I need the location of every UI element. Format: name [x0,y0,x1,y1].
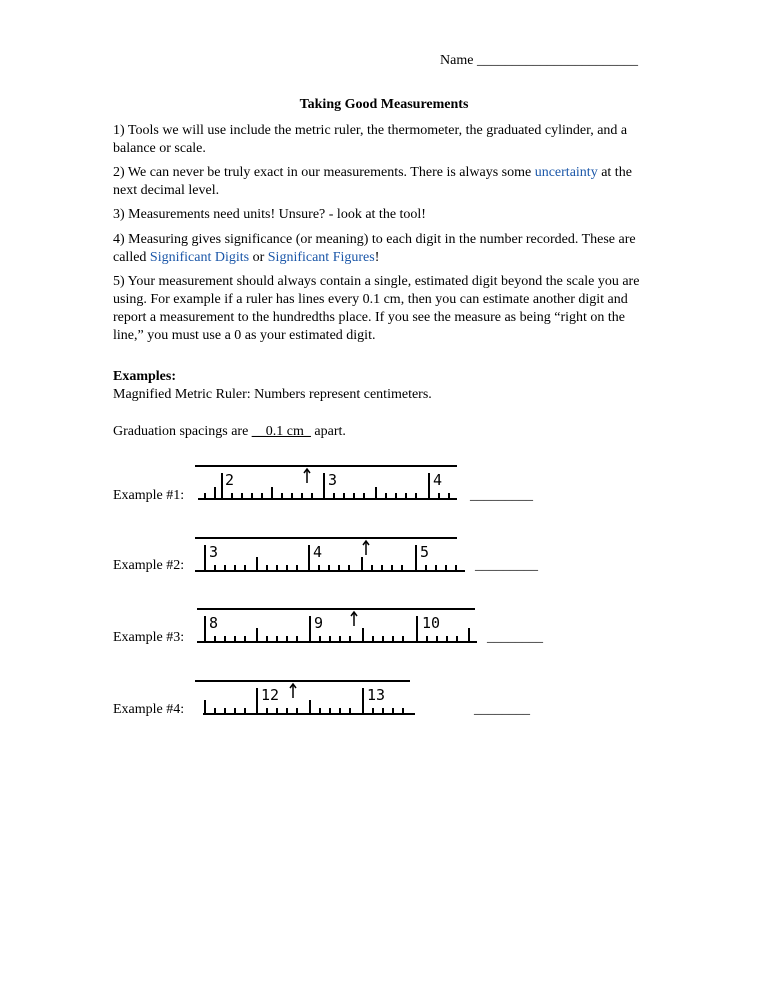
item-2-text: 2) We can never be truly exact in our measurements. There is always some [113,165,535,180]
item-4-or: or [249,250,268,265]
item-4 [113,231,658,267]
spacing-value: __0.1 cm_ [251,424,311,439]
example-1-label: Example #1: [113,488,185,503]
ruler-3-number-a: 8 [209,614,219,632]
item-1: 1) Tools we will use include the metric ruler, the thermometer, the graduated cylinder, and a balance or scale. [113,123,628,156]
name-blank: _______________________ [476,53,638,68]
example-3-label: Example #3: [113,630,185,645]
ruler-3-arrow-icon [351,612,357,626]
ruler-2-ticks [205,545,456,571]
ruler-4-number-a: 12 [261,686,280,704]
example-4-label: Example #4: [113,702,185,717]
ruler-example-1 [195,463,465,503]
item-2-text-end: at the next decimal level. [113,165,632,198]
ruler-1-number-c: 4 [433,471,443,489]
example-4-answer-blank: ________ [474,702,530,717]
ruler-2-number-b: 4 [313,543,323,561]
ruler-example-4 [195,678,420,718]
significant-digits-link[interactable]: Significant Digits [149,250,250,265]
graduation-spacing [113,424,346,440]
item-3: 3) Measurements need units! Unsure? - look at the tool! [113,207,426,222]
examples-heading: Examples: [113,369,176,384]
uncertainty-link[interactable]: uncertainty [534,165,598,180]
ruler-1-number-a: 2 [225,471,235,489]
ruler-3-number-c: 10 [422,614,441,632]
ruler-example-3 [197,606,482,646]
significant-figures-link[interactable]: Significant Figures [267,250,375,265]
item-5: 5) Your measurement should always contain a single, estimated digit beyond the scale you are using. For example if a ruler has lines every 0.1 cm, then you can estimate another digit and report a measurement to the hundredths place. If you see the measure as being “right on the line,” you must use a 0 as your estimated digit. [113,274,640,343]
ruler-1-svg [195,463,465,503]
ruler-4-svg [195,678,420,718]
item-2 [113,164,658,200]
ruler-4-arrow-icon [290,684,296,698]
ruler-2-arrow-icon [363,541,369,555]
spacing-text: Graduation spacings are [113,424,252,439]
example-2-label: Example #2: [113,558,185,573]
ruler-1-arrow-icon [304,469,310,483]
ruler-4-number-b: 13 [367,686,386,704]
examples-subtitle: Magnified Metric Ruler: Numbers represent centimeters. [113,387,432,402]
ruler-3-number-b: 9 [314,614,324,632]
item-4-text: 4) Measuring gives significance (or meaning) to each digit in the number recorded. These are called [113,232,636,265]
item-4-end: ! [374,250,380,265]
spacing-text-end: apart. [310,424,346,439]
ruler-3-svg [197,606,482,646]
example-3-answer-blank: ________ [487,630,543,645]
example-1-answer-blank: _________ [470,488,533,503]
ruler-1-number-b: 3 [328,471,338,489]
ruler-example-2 [195,535,470,575]
name-field [440,53,638,69]
ruler-2-number-a: 3 [209,543,219,561]
ruler-2-number-c: 5 [420,543,430,561]
page-title: Taking Good Measurements [299,97,469,112]
name-label: Name [440,53,474,68]
ruler-2-svg [195,535,470,575]
ruler-1-ticks [205,473,449,499]
example-2-answer-blank: _________ [475,558,538,573]
